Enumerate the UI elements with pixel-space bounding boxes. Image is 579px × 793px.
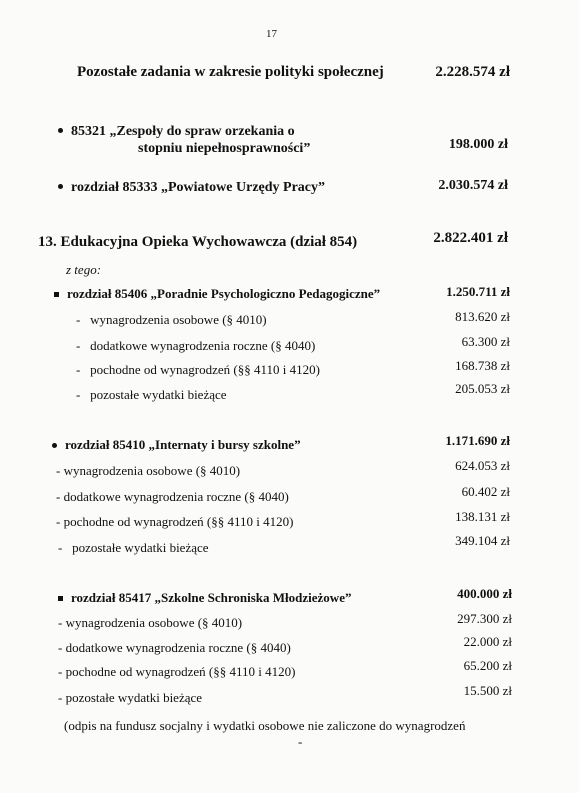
list-item: rozdział 85333 „Powiatowe Urzędy Pracy”	[58, 180, 325, 196]
table-row: - pozostałe wydatki bieżące	[58, 690, 203, 705]
section-other-title: Pozostałe zadania w zakresie polityki społecznej	[77, 64, 384, 80]
section-other-amount: 2.228.574 zł	[435, 64, 510, 80]
row-amount: 205.053 zł	[455, 381, 510, 396]
row-amount: 63.300 zł	[461, 334, 510, 349]
row-amount: 168.738 zł	[455, 358, 510, 373]
footer-dash: -	[298, 734, 303, 749]
row-amount: 297.300 zł	[457, 611, 512, 626]
table-row: - pozostałe wydatki bieżące	[76, 387, 227, 402]
chapter-amount: 1.250.711 zł	[446, 284, 510, 299]
table-row: - dodatkowe wynagrodzenia roczne (§ 4040)	[58, 640, 291, 655]
table-row: - pochodne od wynagrodzeń (§§ 4110 i 4120)	[76, 362, 320, 377]
chapter-note: (odpis na fundusz socjalny i wydatki osobowe nie zaliczone do wynagrodzeń	[64, 718, 466, 733]
row-amount: 15.500 zł	[463, 683, 512, 698]
section-13-title: 13. Edukacyjna Opieka Wychowawcza (dział 854)	[38, 234, 358, 250]
row-amount: 138.131 zł	[455, 509, 510, 524]
table-row: - wynagrodzenia osobowe (§ 4010)	[56, 463, 241, 478]
table-row: - wynagrodzenia osobowe (§ 4010)	[76, 312, 267, 327]
row-amount: 60.402 zł	[461, 484, 510, 499]
row-amount: 22.000 zł	[463, 634, 512, 649]
bullet-icon	[52, 443, 57, 448]
bullet-icon	[58, 596, 63, 601]
chapter-amount: 1.171.690 zł	[445, 433, 510, 448]
bullet-icon	[54, 292, 59, 297]
chapter-heading: rozdział 85410 „Internaty i bursy szkolne”	[52, 437, 301, 453]
list-item-continuation: stopniu niepełnosprawności”	[138, 141, 311, 156]
table-row: - dodatkowe wynagrodzenia roczne (§ 4040)	[76, 338, 316, 353]
row-amount: 349.104 zł	[455, 533, 510, 548]
table-row: - pozostałe wydatki bieżące	[58, 540, 209, 555]
list-item-amount: 198.000 zł	[448, 137, 508, 152]
list-item: 85321 „Zespoły do spraw orzekania o	[58, 124, 295, 140]
page-number: 17	[266, 28, 277, 40]
row-amount: 624.053 zł	[455, 458, 510, 473]
list-item-amount: 2.030.574 zł	[438, 178, 508, 193]
table-row: - wynagrodzenia osobowe (§ 4010)	[58, 615, 243, 630]
row-amount: 65.200 zł	[463, 658, 512, 673]
section-13-amount: 2.822.401 zł	[433, 230, 508, 246]
bullet-icon	[58, 184, 63, 189]
row-amount: 813.620 zł	[455, 309, 510, 324]
bullet-icon	[58, 128, 63, 133]
chapter-heading: rozdział 85406 „Poradnie Psychologiczno Pedagogiczne”	[54, 286, 380, 302]
table-row: - pochodne od wynagrodzeń (§§ 4110 i 4120)	[56, 514, 294, 529]
table-row: - pochodne od wynagrodzeń (§§ 4110 i 4120)	[58, 664, 296, 679]
table-row: - dodatkowe wynagrodzenia roczne (§ 4040)	[56, 489, 289, 504]
chapter-heading: rozdział 85417 „Szkolne Schroniska Młodzieżowe”	[58, 590, 351, 606]
chapter-amount: 400.000 zł	[457, 586, 512, 601]
of-which-label: z tego:	[66, 262, 102, 277]
